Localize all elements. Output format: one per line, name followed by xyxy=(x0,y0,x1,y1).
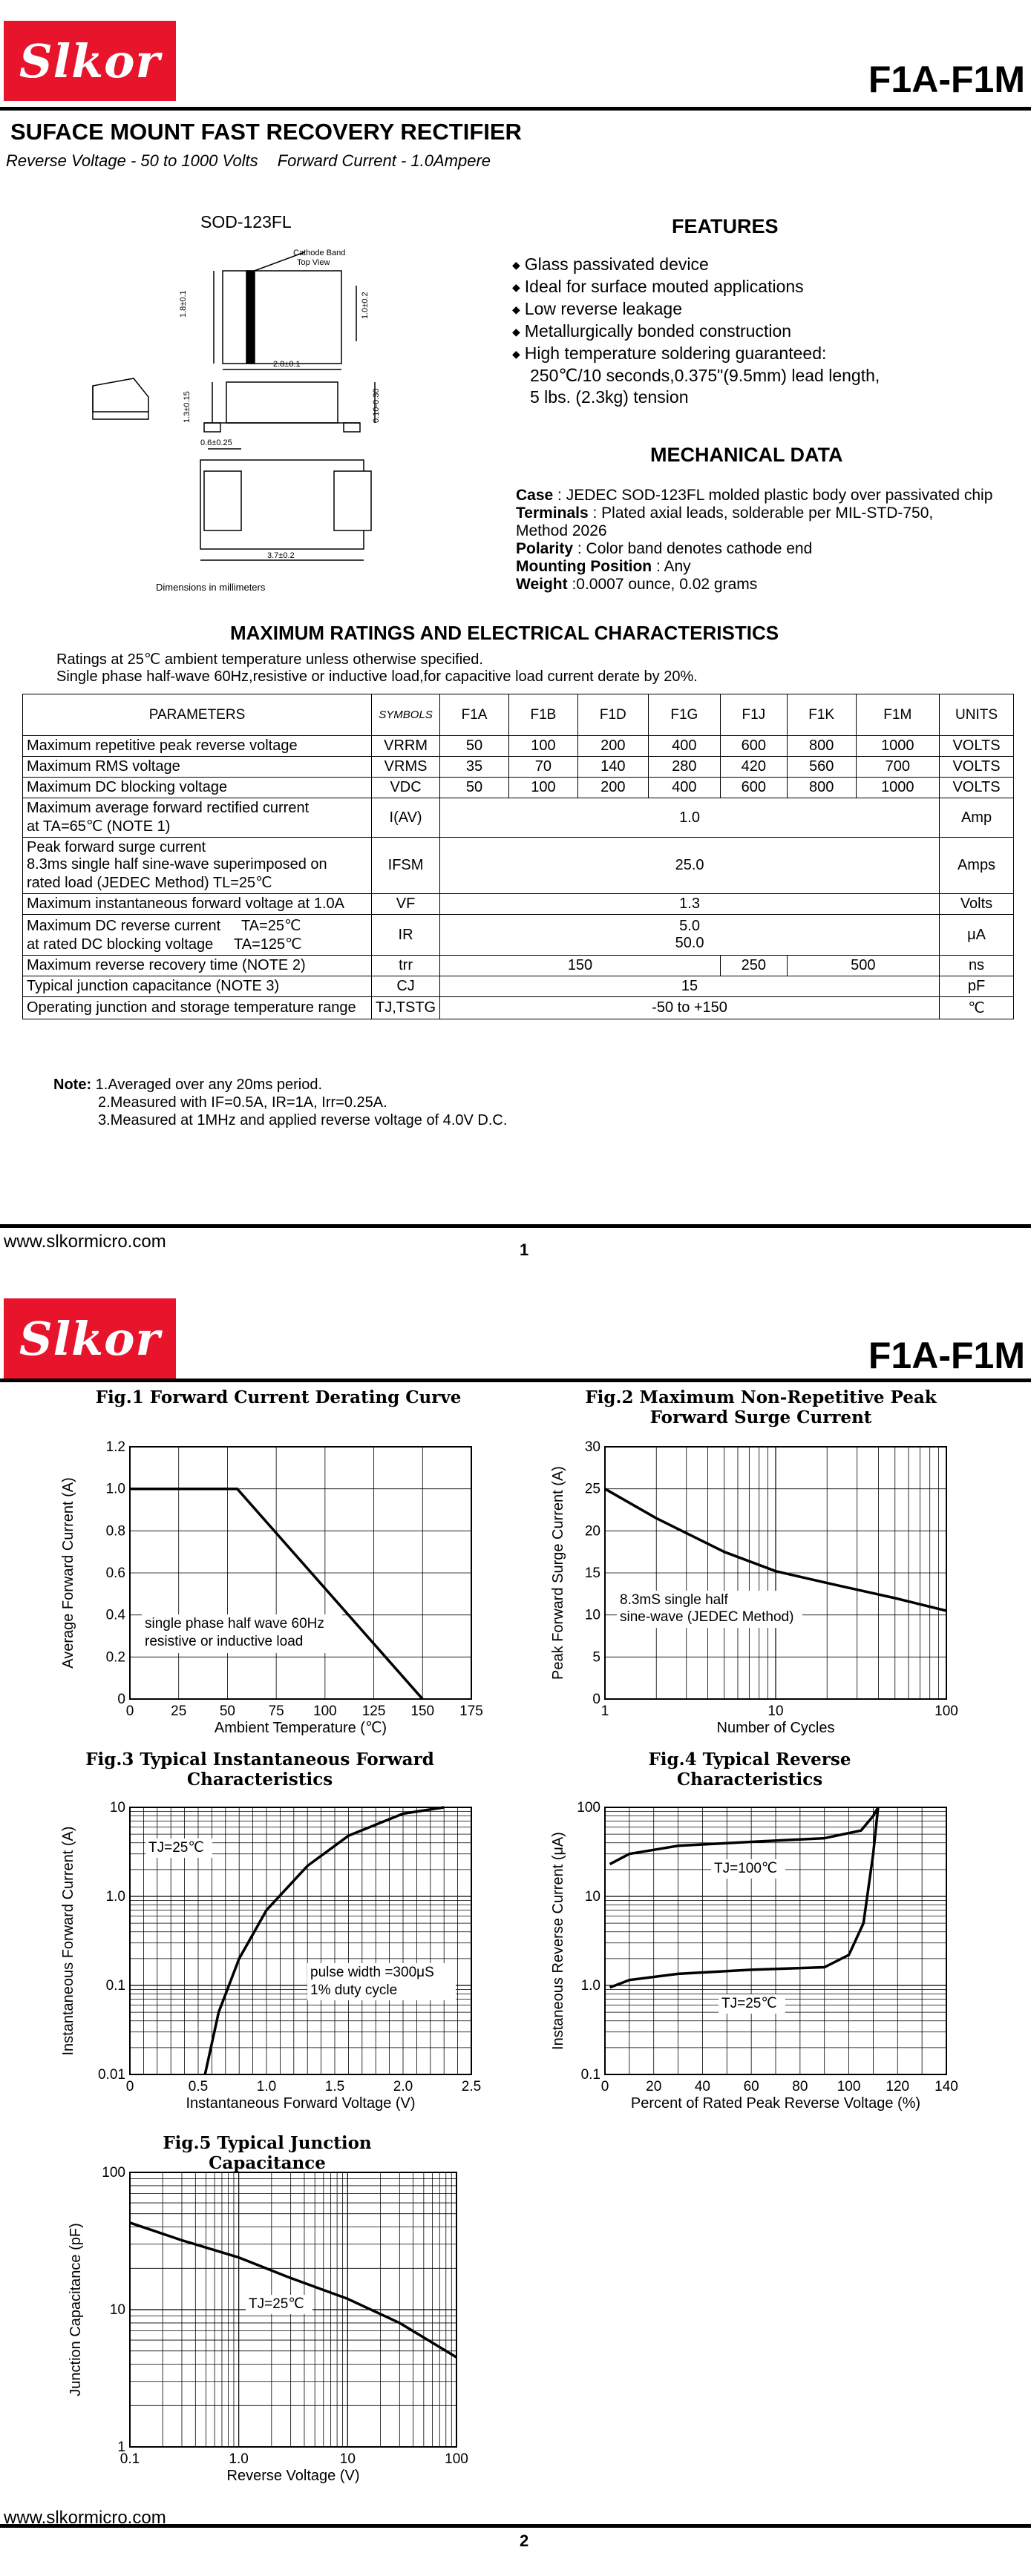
annotation: pulse width =300μS xyxy=(310,1965,434,1980)
slkor-logo: Slkor xyxy=(4,1298,176,1379)
x-tick-label: 25 xyxy=(171,1703,187,1719)
table-row: Maximum repetitive peak reverse voltage VRRM 50 100 200 400 600 800 1000 VOLTS xyxy=(23,736,1014,757)
x-tick-label: 40 xyxy=(694,2079,710,2094)
feature-item: ◆ High temperature soldering guaranteed: xyxy=(512,343,880,365)
feature-continued: 250℃/10 seconds,0.375"(9.5mm) lead length, xyxy=(530,366,880,385)
annotation: resistive or inductive load xyxy=(145,1634,304,1649)
y-axis-label: Peak Forward Surge Current (A) xyxy=(550,1466,566,1680)
chart-grid xyxy=(605,1807,946,2074)
annotation: TJ=100℃ xyxy=(714,1861,778,1876)
y-tick-label: 0.8 xyxy=(105,1523,125,1540)
y-tick-label: 10 xyxy=(109,1800,125,1816)
package-name: SOD-123FL xyxy=(200,212,292,231)
chart-fig1 xyxy=(52,1432,505,1758)
table-row: Maximum reverse recovery time (NOTE 2) trr 150 250 500 ns xyxy=(23,956,1014,976)
x-tick-label: 150 xyxy=(410,1703,435,1719)
features-title: FEATURES xyxy=(672,215,779,237)
max-ratings-title: MAXIMUM RATINGS AND ELECTRICAL CHARACTERISTICS xyxy=(230,622,779,644)
fig4-title: Fig.4 Typical Reverse Characteristics xyxy=(648,1749,851,1790)
feature-item: ◆ Ideal for surface mouted applications xyxy=(512,276,880,298)
x-tick-label: 0 xyxy=(125,1703,134,1719)
footer-rule xyxy=(0,1224,1031,1228)
x-tick-label: 175 xyxy=(459,1703,483,1719)
x-axis-label: Percent of Rated Peak Reverse Voltage (%) xyxy=(630,2095,921,2112)
ratings-conditions: Ratings at 25℃ ambient temperature unless otherwise specified. Single phase half-wave 60Hz,resistive or inductive load,for capacitive load current derate by 20%. xyxy=(56,651,698,685)
reverse-voltage: Reverse Voltage - 50 to 1000 Volts xyxy=(6,151,258,170)
y-tick-label: 0.4 xyxy=(105,1607,125,1623)
x-tick-label: 2.5 xyxy=(461,2079,482,2094)
footer-url[interactable]: www.slkormicro.com xyxy=(4,1232,166,1252)
x-tick-label: 120 xyxy=(886,2079,910,2094)
x-tick-label: 100 xyxy=(837,2079,861,2094)
feature-item: ◆ Low reverse leakage xyxy=(512,298,880,321)
forward-current: Forward Current - 1.0Ampere xyxy=(277,151,491,170)
chart-fig3 xyxy=(52,1793,505,2119)
annotation: 8.3mS single half xyxy=(620,1592,728,1608)
y-tick-label: 0.6 xyxy=(105,1565,125,1581)
ratings-table xyxy=(22,694,1014,1019)
x-tick-label: 0.5 xyxy=(188,2079,209,2094)
x-tick-label: 140 xyxy=(935,2079,958,2094)
datasheet-page-1 xyxy=(0,0,1031,1284)
x-tick-label: 75 xyxy=(268,1703,284,1719)
fig5-title: Fig.5 Typical Junction Capacitance xyxy=(163,2133,372,2173)
dim-lead-thickness: 0.10-0.30 xyxy=(372,388,381,423)
table-row: Operating junction and storage temperature range TJ,TSTG -50 to +150 ℃ xyxy=(23,997,1014,1019)
y-axis-label: Average Forward Current (A) xyxy=(60,1477,76,1669)
footer-url[interactable]: www.slkormicro.com xyxy=(4,2508,166,2528)
dims-note: Dimensions in millimeters xyxy=(156,582,266,593)
table-row: Typical junction capacitance (NOTE 3) CJ 15 pF xyxy=(23,976,1014,997)
x-tick-label: 100 xyxy=(313,1703,337,1719)
part-number: F1A-F1M xyxy=(868,59,1025,100)
y-tick-label: 30 xyxy=(584,1439,600,1455)
y-tick-label: 0.1 xyxy=(105,1978,125,1994)
y-tick-label: 100 xyxy=(577,1800,600,1816)
y-tick-label: 5 xyxy=(592,1649,600,1666)
package-drawing xyxy=(82,245,379,601)
table-header-row: PARAMETERS SYMBOLS F1A F1B F1D F1G F1J F1K F1M UNITS xyxy=(23,694,1014,736)
mechanical-data: Case : JEDEC SOD-123FL molded plastic body over passivated chip Terminals : Plated axial leads, solderable per MIL-STD-750, Method 2026 Polarity : Color band denotes cathode end Mounting Position : Any Weight :0.0007 ounce, 0.02 grams xyxy=(516,487,993,593)
y-tick-label: 25 xyxy=(584,1481,600,1497)
x-tick-label: 1 xyxy=(600,1703,609,1719)
x-tick-label: 50 xyxy=(219,1703,235,1719)
series-line xyxy=(205,1807,444,2074)
y-tick-label: 1.2 xyxy=(105,1439,125,1455)
y-axis-label: Instaneous Reverse Current (μA) xyxy=(550,1832,566,2050)
y-tick-label: 1 xyxy=(117,2439,125,2455)
table-row: Maximum average forward rectified current at TA=65℃ (NOTE 1) I(AV) 1.0 Amp xyxy=(23,798,1014,838)
dim-length: 2.8±0.1 xyxy=(273,360,301,369)
x-axis-label: Number of Cycles xyxy=(716,1720,835,1736)
table-row: Peak forward surge current 8.3ms single half sine-wave superimposed on rated load (JEDEC Method) TL=25℃ IFSM 25.0 Amps xyxy=(23,838,1014,894)
annotation: single phase half wave 60Hz xyxy=(145,1616,324,1632)
header-rule xyxy=(0,107,1031,111)
x-tick-label: 100 xyxy=(445,2451,468,2467)
dim-width: 1.8±0.1 xyxy=(179,290,188,318)
x-tick-label: 60 xyxy=(743,2079,759,2094)
feature-item: ◆ Glass passivated device xyxy=(512,254,880,276)
y-tick-label: 20 xyxy=(584,1523,600,1540)
x-tick-label: 1.0 xyxy=(256,2079,277,2094)
y-tick-label: 0.2 xyxy=(105,1649,125,1666)
cathode-band-label: Cathode Band xyxy=(293,249,346,257)
x-tick-label: 20 xyxy=(646,2079,662,2094)
product-subtitle xyxy=(6,151,505,171)
top-view-label: Top View xyxy=(297,258,330,267)
x-tick-label: 125 xyxy=(361,1703,386,1719)
product-title: SUFACE MOUNT FAST RECOVERY RECTIFIER xyxy=(10,119,522,145)
header-rule xyxy=(0,1379,1031,1382)
dim-height: 1.3±0.15 xyxy=(183,391,192,423)
annotation: TJ=25℃ xyxy=(721,1996,777,2011)
fig2-title: Fig.2 Maximum Non-Repetitive Peak Forward Surge Current xyxy=(585,1387,937,1427)
page-number: 1 xyxy=(520,1241,529,1259)
x-axis-label: Instantaneous Forward Voltage (V) xyxy=(186,2095,416,2112)
features-list xyxy=(512,254,880,408)
x-tick-label: 10 xyxy=(767,1703,784,1719)
table-row: Maximum DC blocking voltage VDC 50 100 200 400 600 800 1000 VOLTS xyxy=(23,778,1014,798)
page-number: 2 xyxy=(520,2531,529,2550)
part-number: F1A-F1M xyxy=(868,1335,1025,1376)
feature-continued: 5 lbs. (2.3kg) tension xyxy=(530,387,689,407)
chart-fig4 xyxy=(542,1793,995,2119)
y-tick-label: 0.01 xyxy=(98,2067,125,2083)
x-tick-label: 0 xyxy=(600,2079,609,2094)
y-tick-label: 0.1 xyxy=(580,2067,600,2083)
y-tick-label: 0 xyxy=(592,1692,600,1707)
series-line xyxy=(130,2223,456,2357)
cathode-band xyxy=(246,271,255,364)
slkor-logo: Slkor xyxy=(4,21,176,101)
table-row: Maximum instantaneous forward voltage at 1.0A VF 1.3 Volts xyxy=(23,894,1014,915)
y-axis-label: Junction Capacitance (pF) xyxy=(68,2223,84,2396)
fig3-title: Fig.3 Typical Instantaneous Forward Characteristics xyxy=(85,1749,434,1790)
annotation: sine-wave (JEDEC Method) xyxy=(620,1609,794,1625)
y-tick-label: 10 xyxy=(109,2302,125,2318)
y-tick-label: 1.0 xyxy=(105,1889,125,1905)
x-tick-label: 10 xyxy=(339,2451,356,2467)
y-tick-label: 10 xyxy=(584,1607,600,1623)
table-row: Maximum DC reverse current TA=25℃ at rated DC blocking voltage TA=125℃ IR 5.0 50.0 μA xyxy=(23,915,1014,956)
mechanical-title: MECHANICAL DATA xyxy=(650,444,843,466)
x-tick-label: 1.5 xyxy=(324,2079,345,2094)
y-tick-label: 10 xyxy=(584,1889,600,1905)
y-tick-label: 1.0 xyxy=(105,1481,125,1497)
y-tick-label: 1.0 xyxy=(580,1978,600,1994)
x-axis-label: Ambient Temperature (℃) xyxy=(214,1720,387,1736)
dim-overall: 3.7±0.2 xyxy=(267,551,295,560)
y-tick-label: 0 xyxy=(117,1692,125,1707)
x-tick-label: 100 xyxy=(935,1703,958,1719)
chart-grid xyxy=(130,1447,471,1699)
y-tick-label: 100 xyxy=(102,2165,125,2181)
chart-fig5 xyxy=(59,2158,497,2484)
x-tick-label: 1.0 xyxy=(229,2451,249,2467)
annotation: TJ=25℃ xyxy=(148,1840,204,1856)
chart-grid xyxy=(605,1447,946,1699)
table-row: Maximum RMS voltage VRMS 35 70 140 280 420 560 700 VOLTS xyxy=(23,757,1014,778)
dim-band: 1.0±0.2 xyxy=(361,292,370,319)
chart-fig2 xyxy=(542,1432,995,1758)
annotation: TJ=25℃ xyxy=(249,2296,304,2312)
annotation: 1% duty cycle xyxy=(310,1982,398,1998)
y-tick-label: 15 xyxy=(584,1565,600,1581)
x-tick-label: 80 xyxy=(792,2079,808,2094)
x-tick-label: 0.1 xyxy=(120,2451,140,2467)
fig1-title: Fig.1 Forward Current Derating Curve xyxy=(95,1387,462,1407)
x-axis-label: Reverse Voltage (V) xyxy=(226,2468,360,2484)
notes: Note: 1.Averaged over any 20ms period. 2.Measured with IF=0.5A, IR=1A, Irr=0.25A. 3.Measured at 1MHz and applied reverse voltage of 4.0V D.C. xyxy=(53,1077,508,1128)
datasheet-page-2 xyxy=(0,1291,1031,2576)
feature-item: ◆ Metallurgically bonded construction xyxy=(512,321,880,343)
x-tick-label: 2.0 xyxy=(393,2079,413,2094)
x-tick-label: 0 xyxy=(125,2079,134,2094)
y-axis-label: Instantaneous Forward Current (A) xyxy=(60,1826,76,2056)
dim-lead-width: 0.6±0.25 xyxy=(200,438,232,447)
